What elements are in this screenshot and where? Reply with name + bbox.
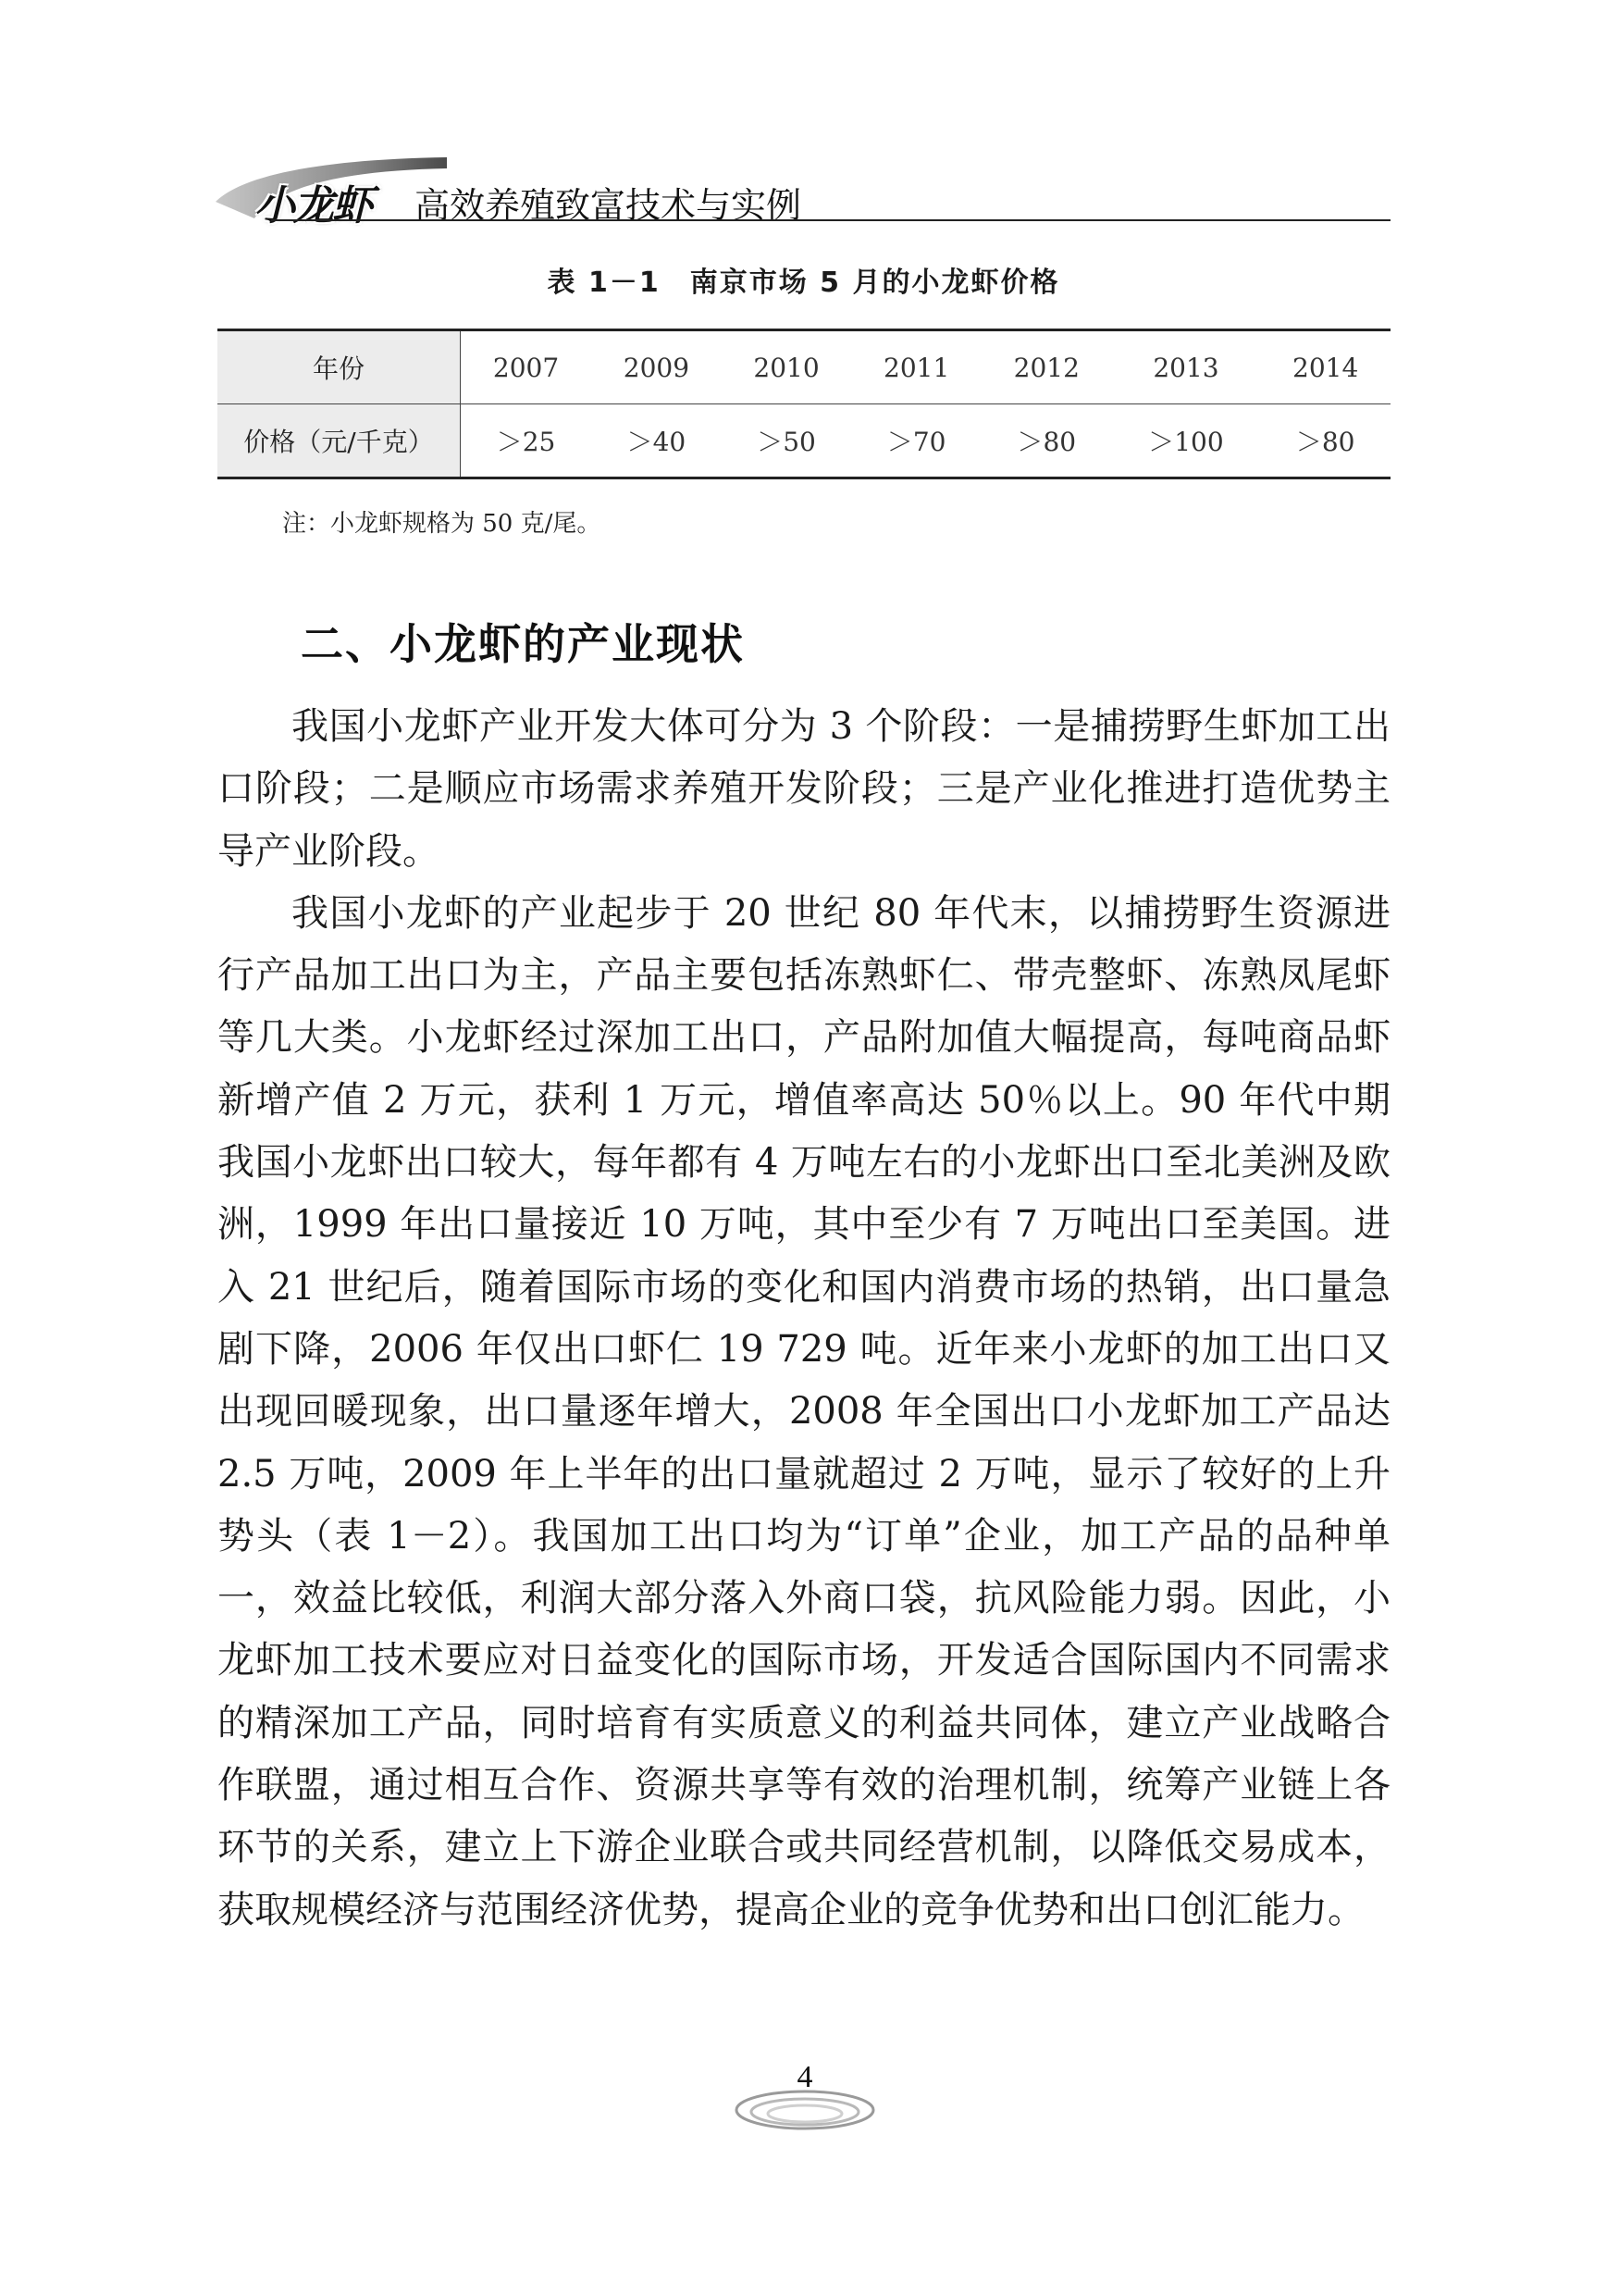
table-cell: 2013 [1112, 330, 1261, 404]
body-text [217, 696, 1391, 1942]
table-cell: ＞50 [757, 427, 816, 457]
page-footer [731, 2060, 879, 2134]
table-cell: ＞100 [1148, 427, 1224, 457]
row-header-year: 年份 [217, 330, 461, 404]
section-heading: 二、小龙虾的产业现状 [301, 619, 745, 669]
row-header-price: 价格（元/千克） [217, 404, 461, 478]
table-cell: 2011 [851, 330, 982, 404]
table-cell: 2014 [1260, 330, 1391, 404]
table-row-year [217, 330, 1391, 404]
table-cell: ＞40 [626, 427, 686, 457]
table-cell: ＞80 [1017, 427, 1077, 457]
table-cell: ＞70 [886, 427, 946, 457]
table-cell: 2009 [591, 330, 722, 404]
price-table [217, 329, 1391, 479]
page-number: 4 [797, 2060, 813, 2094]
paragraph: 我国小龙虾产业开发大体可分为 3 个阶段：一是捕捞野生虾加工出口阶段；二是顺应市场需求养殖开发阶段；三是产业化推进打造优势主导产业阶段。 [217, 705, 1391, 873]
paragraph: 我国小龙虾的产业起步于 20 世纪 80 年代末，以捕捞野生资源进行产品加工出口为主，产品主要包括冻熟虾仁、带壳整虾、冻熟凤尾虾等几大类。小龙虾经过深加工出口，产品附加值大幅提高，每吨商品虾新增产值 2 万元，获利 1 万元，增值率高达 50％以上。90 年代中期我国小龙虾出口较大，每年都有 4 万吨左右的小龙虾出口至北美洲及欧洲，1999 年出口量接近 10 万吨，其中至少有 7 万吨出口至美国。进入 21 世纪后，随着国际市场的变化和国内消费市场的热销，出口量急剧下降，2006 年仅出口虾仁 19 729 吨。近年来小龙虾的加工出口又出现回暖现象，出口量逐年增大，2008 年全国出口小龙虾加工产品达 2.5 万吨，2009 年上半年的出口量就超过 2 万吨，显示了较好的上升势头（表 1－2）。我国加工出口均为“订单”企业，加工产品的品种单一，效益比较低，利润大部分落入外商口袋，抗风险能力弱。因此，小龙虾加工技术要应对日益变化的国际市场，开发适合国际国内不同需求的精深加工产品，同时培育有实质意义的利益共同体，建立产业战略合作联盟，通过相互合作、资源共享等有效的治理机制，统筹产业链上各环节的关系，建立上下游企业联合或共同经营机制，以降低交易成本，获取规模经济与范围经济优势，提高企业的竞争优势和出口创汇能力。 [217, 891, 1391, 1931]
table-cell: ＞25 [496, 427, 556, 457]
header-rule [271, 219, 1391, 221]
book-title: 高效养殖致富技术与实例 [414, 185, 802, 226]
table-row-price [217, 404, 1391, 478]
header-logo: 小龙虾 [254, 182, 371, 230]
table-cell: 2012 [982, 330, 1112, 404]
running-header [216, 155, 1391, 230]
table-cell: ＞80 [1295, 427, 1355, 457]
table-caption: 表 1－1 南京市场 5 月的小龙虾价格 [547, 267, 1060, 299]
table-note: 注：小龙虾规格为 50 克/尾。 [282, 510, 601, 538]
table-cell: 2010 [722, 330, 852, 404]
table-cell: 2007 [461, 330, 592, 404]
